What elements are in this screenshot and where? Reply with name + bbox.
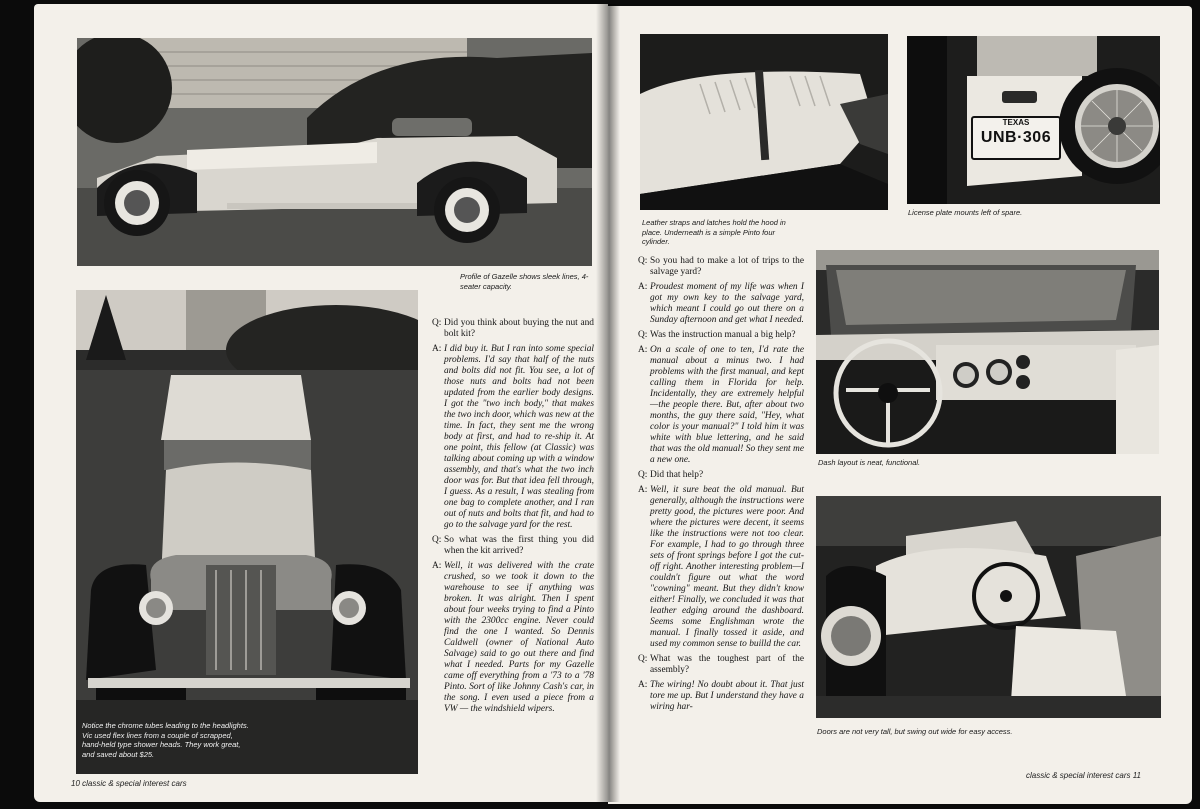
qa-answer: A: Proudest moment of my life was when I got my own key to the salvage yard, which meant I could go out there on a Sunday afternoon and get what I needed. [638,282,804,325]
qa-question: Q: What was the toughest part of the assembly? [638,654,804,675]
qa-answer: A: The wiring! No doubt about it. That just tore me up. But I understand they have a wiring har- [638,680,804,712]
license-plate-number: UNB·306 [980,129,1052,146]
qa-answer: A: Well, it sure beat the old manual. But generally, although the instructions were pretty good, the pictures were poor. And where the pictures were decent, it seems like the instructions were not too clear. For example, I had to go through three sets of front springs before I got the cut-off right. Another interesting problem—I couldn't figure out what the word "cowning" meant. But they didn't know either! Finally, we concluded it was that leather edging around the dashboard. Seems some Englishman wrote the manual. I finally tossed it aside, and used my common sense to builld the car. [638,485,804,649]
dash-photo [816,250,1159,454]
qa-answer: A: I did buy it. But I ran into some special problems. I'd say that half of the nuts and bolts did not fit. You see, a lot of those nuts and bolts had not been updated from the earlier body designs. I got the "two inch body," that makes the two inch door, which was new at the time. In fact, they sent me the wrong body at first, and had to re-ship it. At one point, this fellow (at Classic) was talking about coming up with a window assembly, and that's what the two inch door was for. But that idea fell through, I guess. As a result, I was stealing from one bag to complete another, and I ran out of nuts and bolts that fit, and had to go to the salvage yard for the rest. [432,344,594,530]
page-folio-left: 10 classic & special interest cars [71,779,187,788]
profile-photo [77,38,592,266]
qa-question: Q: So you had to make a lot of trips to the salvage yard? [638,256,804,277]
qa-question: Q: Did that help? [638,470,704,480]
spine-gutter [596,4,620,802]
right-text-column [638,256,804,717]
dash-caption: Dash layout is neat, functional. [818,458,921,467]
front-photo [76,290,418,774]
qa-answer: A: On a scale of one to ten, I'd rate the manual about a minus two. I had problems with the first manual, and kept calling them in Florida for help. Incidentally, they are extremely helpful—the people there. But, after about two months, the guy there said, "Hey, what color is your manual?" I told him it was white with blue lettering, and he said that was the old manual! So they sent me a new one. [638,345,804,465]
hood-caption: Leather straps and latches hold the hood in place. Underneath is a simple Pinto four cylinder. [642,218,786,246]
qa-question: Q: Did you think about buying the nut and bolt kit? [432,318,594,339]
qa-question: Q: So what was the first thing you did when the kit arrived? [432,535,594,556]
page-folio-right: classic & special interest cars 11 [1026,771,1142,780]
plate-photo [907,36,1160,204]
profile-caption: Profile of Gazelle shows sleek lines, 4-seater capacity. [460,272,589,291]
qa-answer: A: Well, it was delivered with the crate crushed, so we took it down to the warehouse to see if anything was broken. It was alright. Then I spent about four weeks trying to find a Pinto with the 2300cc engine. Never could find the one I wanted. So Dennis Caldwell (owner of National Auto Salvage) said to go out there and find what I needed. Parts for my Gazelle came off everything from a '73 to a '78 Pinto. Sort of like Johnny Cash's car, in the song. I even used a piece from a VW — the windshield wipers. [432,561,594,714]
license-plate-state: TEXAS [1002,118,1030,127]
hood-photo [640,34,888,210]
doors-photo [816,496,1161,718]
qa-question: Q: Was the instruction manual a big help? [638,330,796,340]
left-page [34,4,608,802]
front-caption: Notice the chrome tubes leading to the headlights. Vic used flex lines from a couple of scrapped, hand-held type shower heads. They work great, and saved about $25. [82,721,249,759]
doors-caption: Doors are not very tall, but swing out wide for easy access. [817,727,1013,736]
right-page [608,6,1192,804]
left-text-column [432,318,594,719]
plate-caption: License plate mounts left of spare. [908,208,1023,217]
license-plate [971,116,1061,160]
